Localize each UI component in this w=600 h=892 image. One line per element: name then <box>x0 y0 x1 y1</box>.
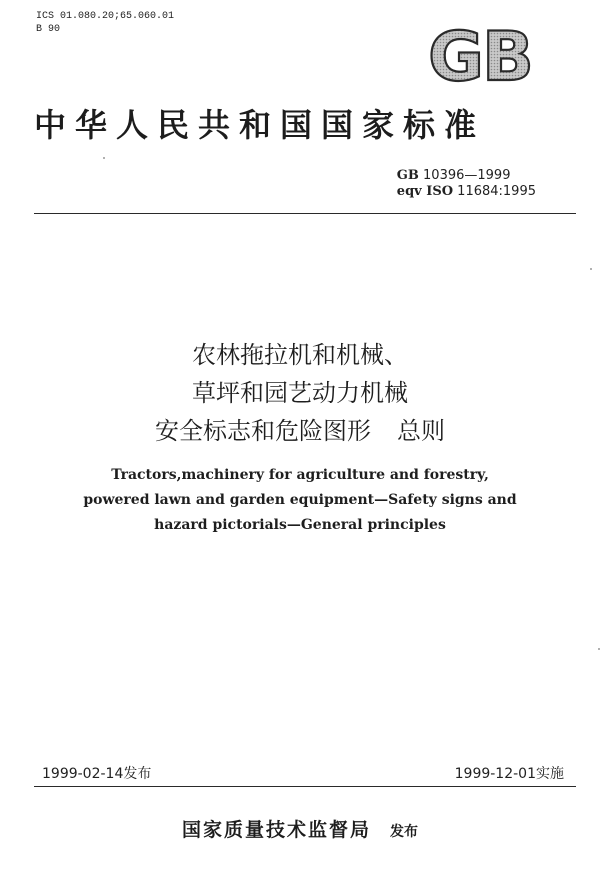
classification-codes <box>36 10 174 36</box>
title-cn-line-3 <box>0 412 600 450</box>
title-cn-line-1: 农林拖拉机和机械、 <box>192 341 408 369</box>
title-cn-line-2: 草坪和园艺动力机械 <box>192 379 408 407</box>
standard-number <box>397 168 536 200</box>
bottom-divider <box>34 786 576 787</box>
implementation-date: 1999-12-01实施 <box>454 766 564 782</box>
scan-speck <box>103 157 105 159</box>
ics-code: ICS 01.080.20;65.060.01 <box>36 11 175 22</box>
scan-speck <box>590 268 592 270</box>
title-cn-line-3-suffix: 总则 <box>397 417 445 445</box>
top-divider <box>34 213 576 214</box>
title-en-line-2: powered lawn and garden equipment—Safety signs and <box>83 492 517 508</box>
issuer-organization: 国家质量技术监督局 <box>181 819 371 841</box>
iso-number: 11684:1995 <box>457 184 536 199</box>
document-title-en <box>0 463 600 538</box>
standard-title: 中华人民共和国国家标准 <box>34 106 486 144</box>
issue-date: 1999-02-14发布 <box>42 766 152 782</box>
issuer <box>0 815 600 842</box>
ccs-code: B 90 <box>36 24 61 35</box>
title-cn-line-3-main: 安全标志和危险图形 <box>155 417 371 445</box>
document-title-cn <box>0 336 600 450</box>
gb-prefix: GB <box>396 168 419 183</box>
eqv-prefix: eqv ISO <box>396 184 454 199</box>
title-en-line-1: Tractors,machinery for agriculture and forestry, <box>111 467 489 483</box>
issuer-action: 发布 <box>390 824 419 840</box>
title-en-line-3: hazard pictorials—General principles <box>154 517 446 533</box>
gb-logo-text: GB <box>428 20 532 90</box>
gb-number: 10396—1999 <box>423 168 511 183</box>
gb-logo <box>418 20 542 90</box>
